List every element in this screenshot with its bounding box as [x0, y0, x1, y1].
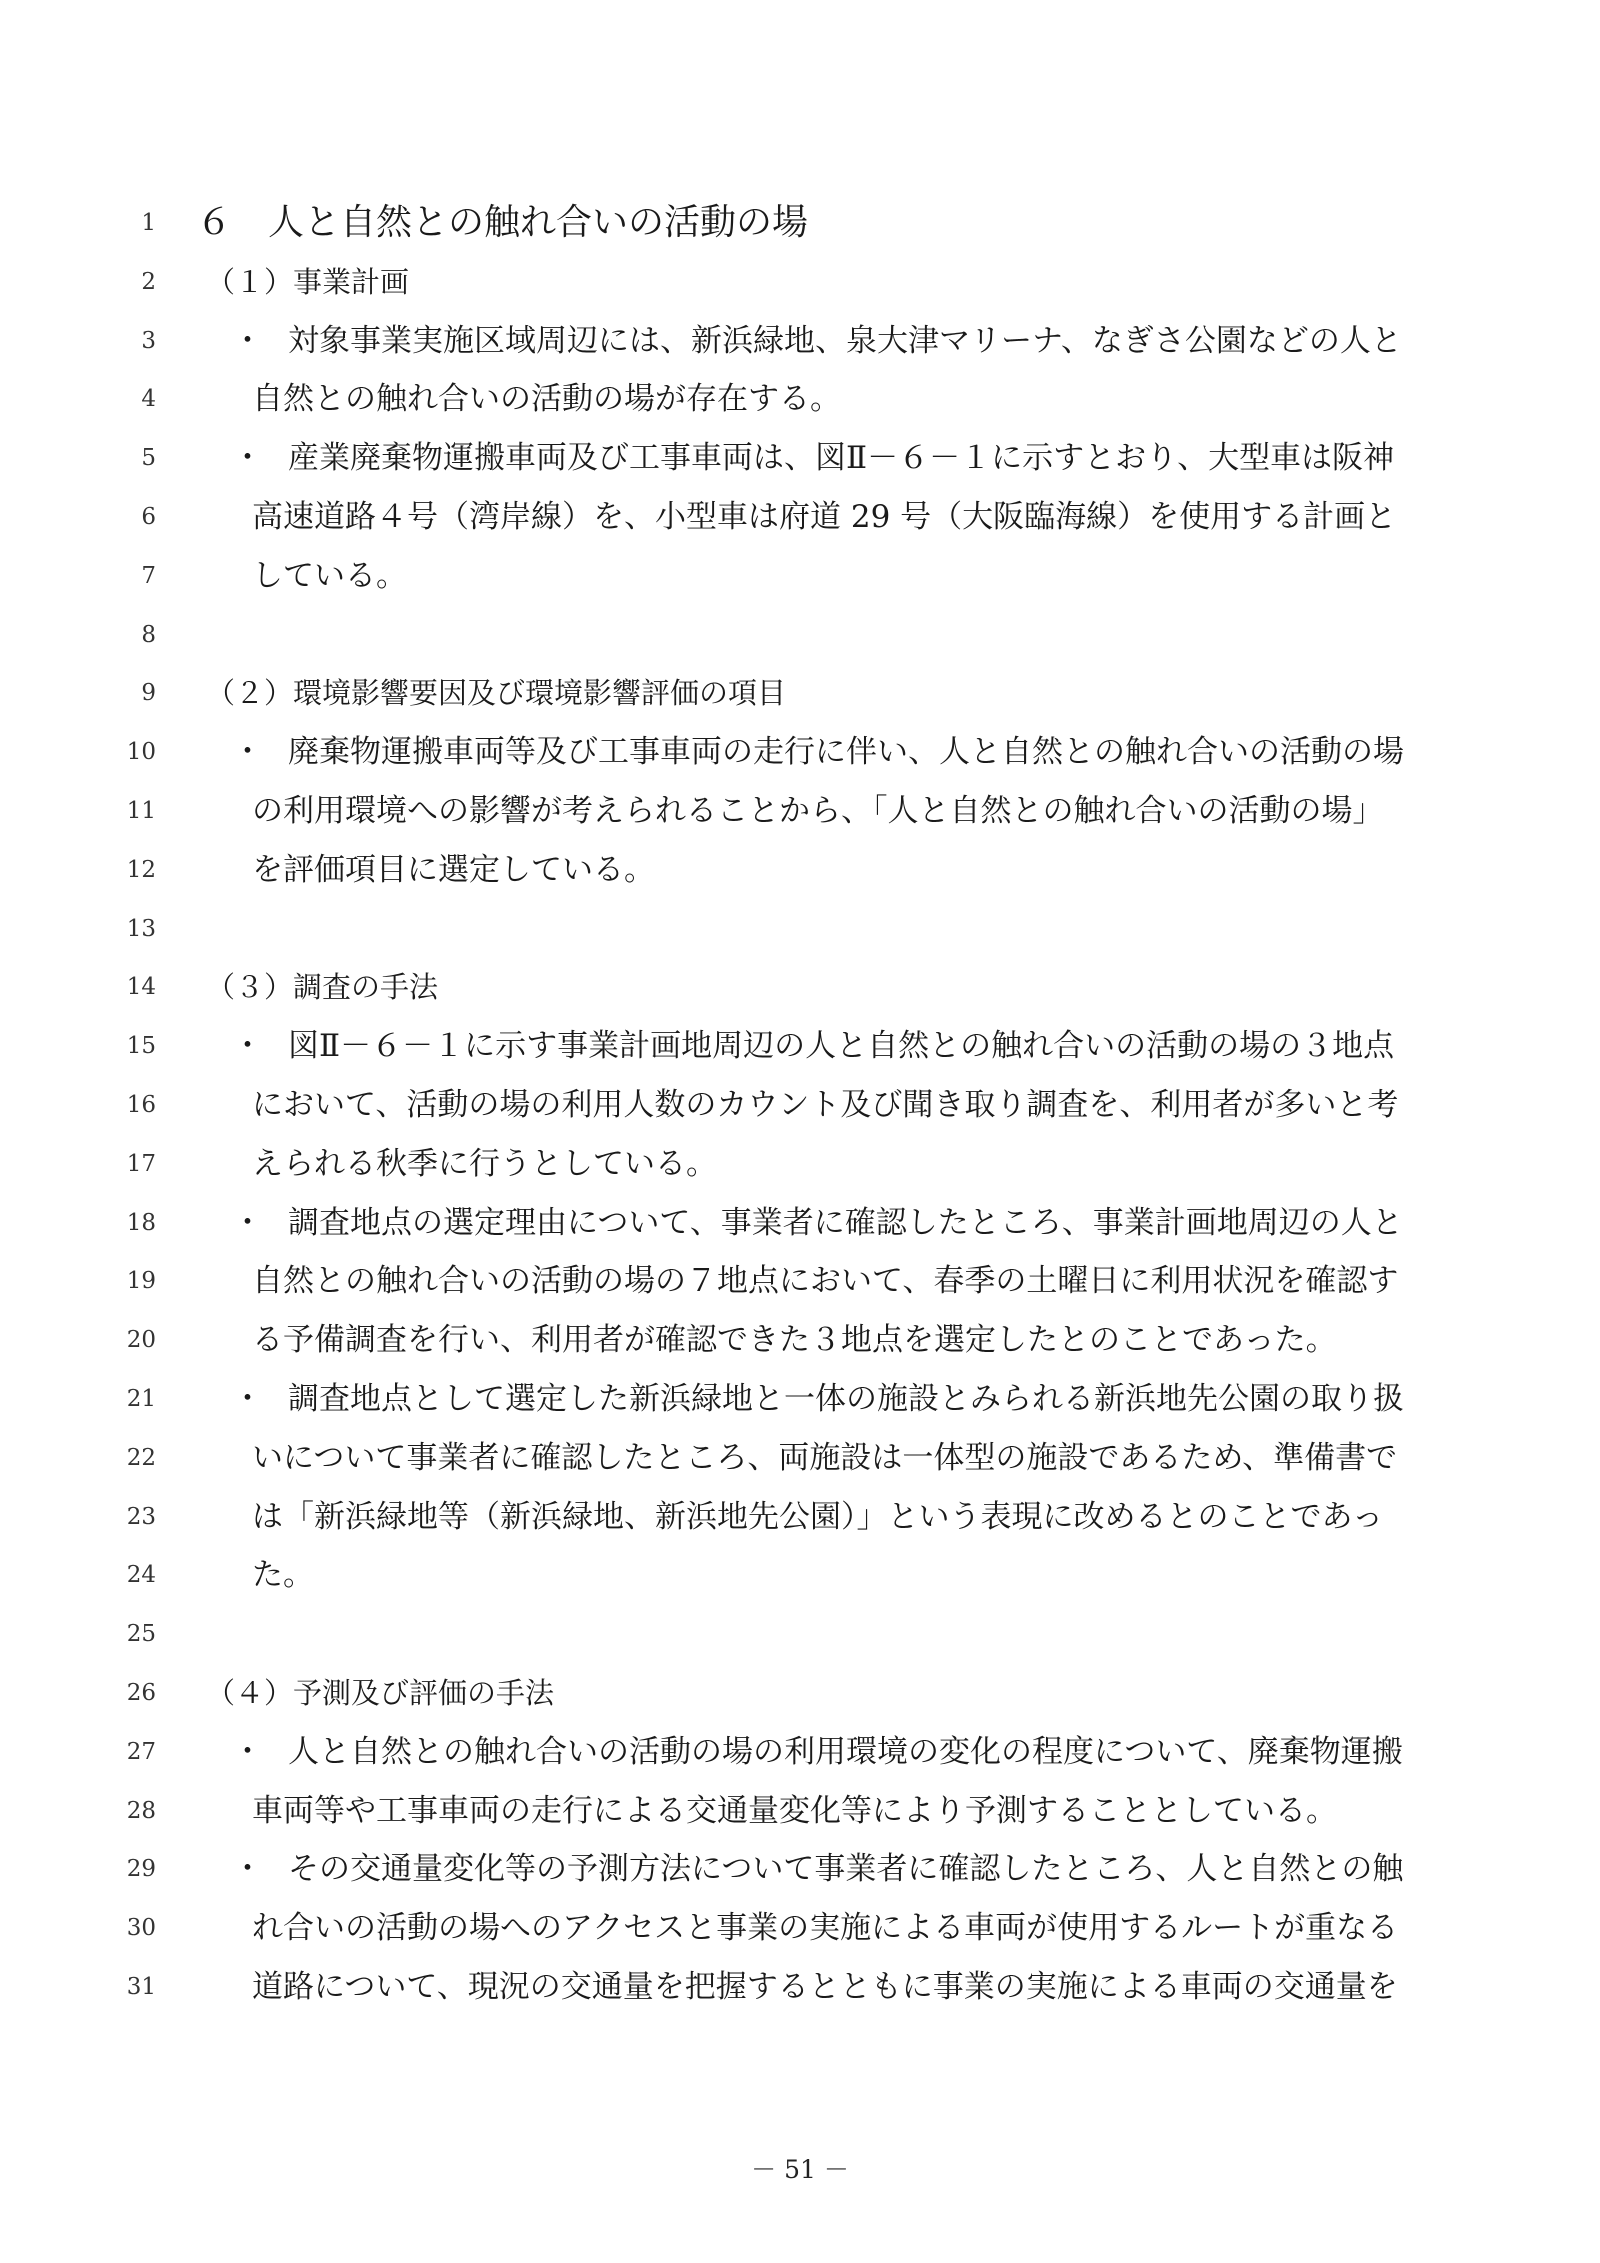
document-line	[0, 782, 1600, 840]
document-line	[0, 1370, 1600, 1428]
paragraph-continuation-line: 車両等や工事車両の走行による交通量変化等により予測することとしている。	[252, 1792, 1337, 1829]
document-line	[0, 429, 1600, 487]
line-number: 31	[126, 1974, 156, 2000]
document-line	[0, 1194, 1600, 1252]
line-number: 4	[141, 386, 156, 413]
paragraph-continuation-line: る予備調査を行い、利用者が確認できた３地点を選定したとのことであった。	[252, 1322, 1337, 1359]
document-line	[0, 1664, 1600, 1722]
document-line	[0, 1605, 1600, 1663]
bullet-paragraph-line	[232, 429, 1394, 487]
bullet-icon: ・	[232, 1851, 263, 1888]
line-number: 19	[126, 1268, 156, 1295]
document-line	[0, 1252, 1600, 1310]
document-line	[0, 1311, 1600, 1369]
line-number: 10	[126, 739, 156, 766]
subsection-heading: （４）予測及び評価の手法	[206, 1676, 555, 1710]
document-line	[0, 1899, 1600, 1957]
line-number: 18	[126, 1209, 156, 1236]
document-line	[0, 723, 1600, 781]
paragraph-continuation-line: の利用環境への影響が考えられることから、「人と自然との触れ合いの活動の場」	[252, 793, 1384, 829]
document-line	[0, 1723, 1600, 1781]
line-number: 15	[126, 1033, 156, 1060]
subsection-heading: （３）調査の手法	[206, 970, 439, 1005]
document-line	[0, 1488, 1600, 1546]
paragraph-continuation-line: 自然との触れ合いの活動の場が存在する。	[252, 381, 841, 418]
line-number: 2	[141, 268, 156, 295]
paragraph-text: 調査地点の選定理由について、事業者に確認したところ、事業計画地周辺の人と	[288, 1204, 1403, 1241]
line-number: 27	[126, 1738, 156, 1765]
bullet-paragraph-line	[232, 1370, 1404, 1428]
line-number: 22	[126, 1444, 156, 1471]
bullet-icon: ・	[232, 1204, 263, 1241]
paragraph-continuation-line: を評価項目に選定している。	[252, 851, 655, 888]
line-number: 28	[126, 1797, 156, 1824]
subsection-heading: （１）事業計画	[206, 264, 410, 299]
paragraph-text: 人と自然との触れ合いの活動の場の利用環境の変化の程度について、廃棄物運搬	[288, 1733, 1403, 1770]
bullet-paragraph-line	[232, 1017, 1394, 1075]
line-number: 1	[141, 210, 156, 236]
document-line	[0, 488, 1600, 546]
bullet-paragraph-line	[232, 1194, 1403, 1252]
paragraph-continuation-line: 高速道路４号（湾岸線）を、小型車は府道 29 号（大阪臨海線）を使用する計画と	[252, 499, 1397, 535]
document-line	[0, 664, 1600, 722]
page-number: － 51 －	[751, 2155, 849, 2184]
paragraph-continuation-line: えられる秋季に行うとしている。	[252, 1145, 717, 1182]
line-number: 29	[126, 1856, 156, 1883]
bullet-paragraph-line	[232, 723, 1404, 781]
line-number: 7	[141, 562, 156, 589]
line-number: 21	[126, 1386, 156, 1412]
bullet-paragraph-line	[232, 1840, 1403, 1898]
bullet-icon: ・	[232, 440, 263, 477]
document-line	[0, 370, 1600, 428]
paragraph-continuation-line: れ合いの活動の場へのアクセスと事業の実施による車両が使用するルートが重なる	[252, 1910, 1399, 1947]
line-number: 25	[126, 1621, 156, 1648]
document-line	[0, 606, 1600, 664]
paragraph-continuation-line: において、活動の場の利用人数のカウント及び聞き取り調査を、利用者が多いと考	[252, 1087, 1399, 1123]
line-number: 24	[126, 1562, 156, 1589]
paragraph-text: その交通量変化等の予測方法について事業者に確認したところ、人と自然との触	[288, 1851, 1404, 1888]
document-line	[0, 1017, 1600, 1075]
line-number: 13	[126, 915, 156, 942]
line-number: 26	[126, 1680, 156, 1706]
document-line	[0, 1840, 1600, 1898]
paragraph-continuation-line: は「新浜緑地等（新浜緑地、新浜地先公園）」という表現に改めるとのことであっ	[252, 1498, 1384, 1535]
line-number: 6	[141, 504, 156, 530]
bullet-icon: ・	[232, 1381, 263, 1417]
line-number: 30	[126, 1915, 156, 1942]
document-line	[0, 900, 1600, 958]
line-number: 23	[126, 1503, 156, 1530]
document-line	[0, 1076, 1600, 1134]
line-number: 3	[141, 327, 156, 354]
line-number: 20	[126, 1327, 156, 1354]
paragraph-text: 廃棄物運搬車両等及び工事車両の走行に伴い、人と自然との触れ合いの活動の場	[288, 734, 1404, 771]
line-number: 8	[141, 621, 156, 648]
bullet-icon: ・	[232, 1028, 263, 1065]
document-line	[0, 194, 1600, 252]
paragraph-continuation-line: いについて事業者に確認したところ、両施設は一体型の施設であるため、準備書で	[252, 1439, 1398, 1476]
paragraph-continuation-line: 自然との触れ合いの活動の場の７地点において、春季の土曜日に利用状況を確認す	[252, 1263, 1399, 1300]
line-number: 14	[126, 974, 156, 1001]
bullet-icon: ・	[232, 322, 263, 359]
bullet-icon: ・	[232, 1733, 263, 1770]
paragraph-text: 対象事業実施区域周辺には、新浜緑地、泉大津マリーナ、なぎさ公園などの人と	[288, 322, 1402, 359]
line-number: 9	[141, 680, 156, 707]
line-number: 5	[141, 445, 156, 472]
bullet-icon: ・	[232, 734, 263, 771]
line-number: 16	[126, 1092, 156, 1118]
paragraph-continuation-line: た。	[252, 1557, 314, 1594]
document-line	[0, 312, 1600, 370]
document-line	[0, 841, 1600, 899]
paragraph-text: 調査地点として選定した新浜緑地と一体の施設とみられる新浜地先公園の取り扱	[288, 1381, 1404, 1417]
document-line	[0, 958, 1600, 1016]
paragraph-text: 産業廃棄物運搬車両及び工事車両は、図Ⅱ－６－１に示すとおり、大型車は阪神	[288, 440, 1395, 477]
section-title: ６ 人と自然との触れ合いの活動の場	[196, 202, 809, 243]
line-number: 11	[126, 798, 156, 824]
bullet-paragraph-line	[232, 1723, 1403, 1781]
document-line	[0, 1958, 1600, 2016]
document-line	[0, 1782, 1600, 1840]
document-line	[0, 1135, 1600, 1193]
paragraph-continuation-line: している。	[252, 557, 407, 594]
line-number: 17	[126, 1150, 156, 1177]
document-line	[0, 1429, 1600, 1487]
paragraph-text: 図Ⅱ－６－１に示す事業計画地周辺の人と自然との触れ合いの活動の場の３地点	[288, 1028, 1395, 1065]
document-line	[0, 547, 1600, 605]
bullet-paragraph-line	[232, 312, 1402, 370]
subsection-heading: （２）環境影響要因及び環境影響評価の項目	[206, 676, 787, 711]
paragraph-continuation-line: 道路について、現況の交通量を把握するとともに事業の実施による車両の交通量を	[252, 1969, 1398, 2005]
document-line	[0, 253, 1600, 311]
line-number: 12	[126, 856, 156, 883]
document-line	[0, 1546, 1600, 1604]
